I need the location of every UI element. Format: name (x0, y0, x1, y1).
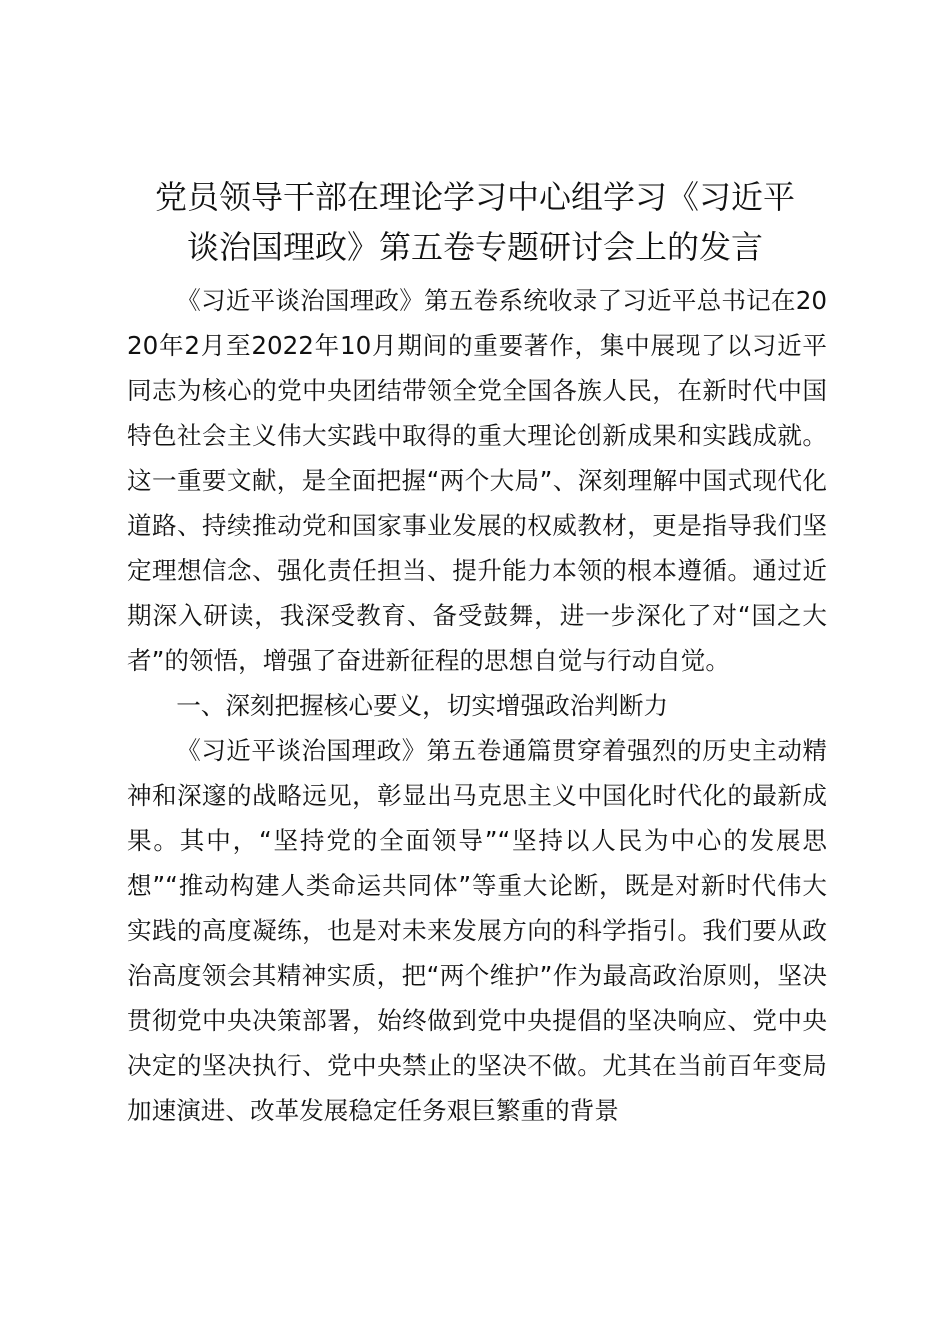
title-line-1: 党员领导干部在理论学习中心组学习《习近平 (154, 178, 795, 216)
document-title (100, 172, 850, 272)
section-1-paragraph: 《习近平谈治国理政》第五卷通篇贯穿着强烈的历史主动精神和深邃的战略远见，彰显出马克思主义中国化时代化的最新成果。其中，“坚持党的全面领导”“坚持以人民为中心的发展思想”“推动构建人类命运共同体”等重大论断，既是对新时代伟大实践的高度凝练，也是对未来发展方向的科学指引。我们要从政治高度领会其精神实质，把“两个维护”作为最高政治原则，坚决贯彻党中央决策部署，始终做到党中央提倡的坚决响应、党中央决定的坚决执行、党中央禁止的坚决不做。尤其在当前百年变局加速演进、改革发展稳定任务艰巨繁重的背景 (127, 736, 827, 1125)
title-line-2: 谈治国理政》第五卷专题研讨会上的发言 (186, 228, 763, 266)
document-body (127, 278, 827, 1133)
intro-paragraph: 《习近平谈治国理政》第五卷系统收录了习近平总书记在2020年2月至2022年10月期间的重要著作，集中展现了以习近平同志为核心的党中央团结带领全党全国各族人民，在新时代中国特色社会主义伟大实践中取得的重大理论创新成果和实践成就。这一重要文献，是全面把握“两个大局”、深刻理解中国式现代化道路、持续推动党和国家事业发展的权威教材，更是指导我们坚定理想信念、强化责任担当、提升能力本领的根本遵循。通过近期深入研读，我深受教育、备受鼓舞，进一步深化了对“国之大者”的领悟，增强了奋进新征程的思想自觉与行动自觉。 (127, 286, 827, 675)
section-heading-1: 一、深刻把握核心要义，切实增强政治判断力 (176, 691, 669, 720)
